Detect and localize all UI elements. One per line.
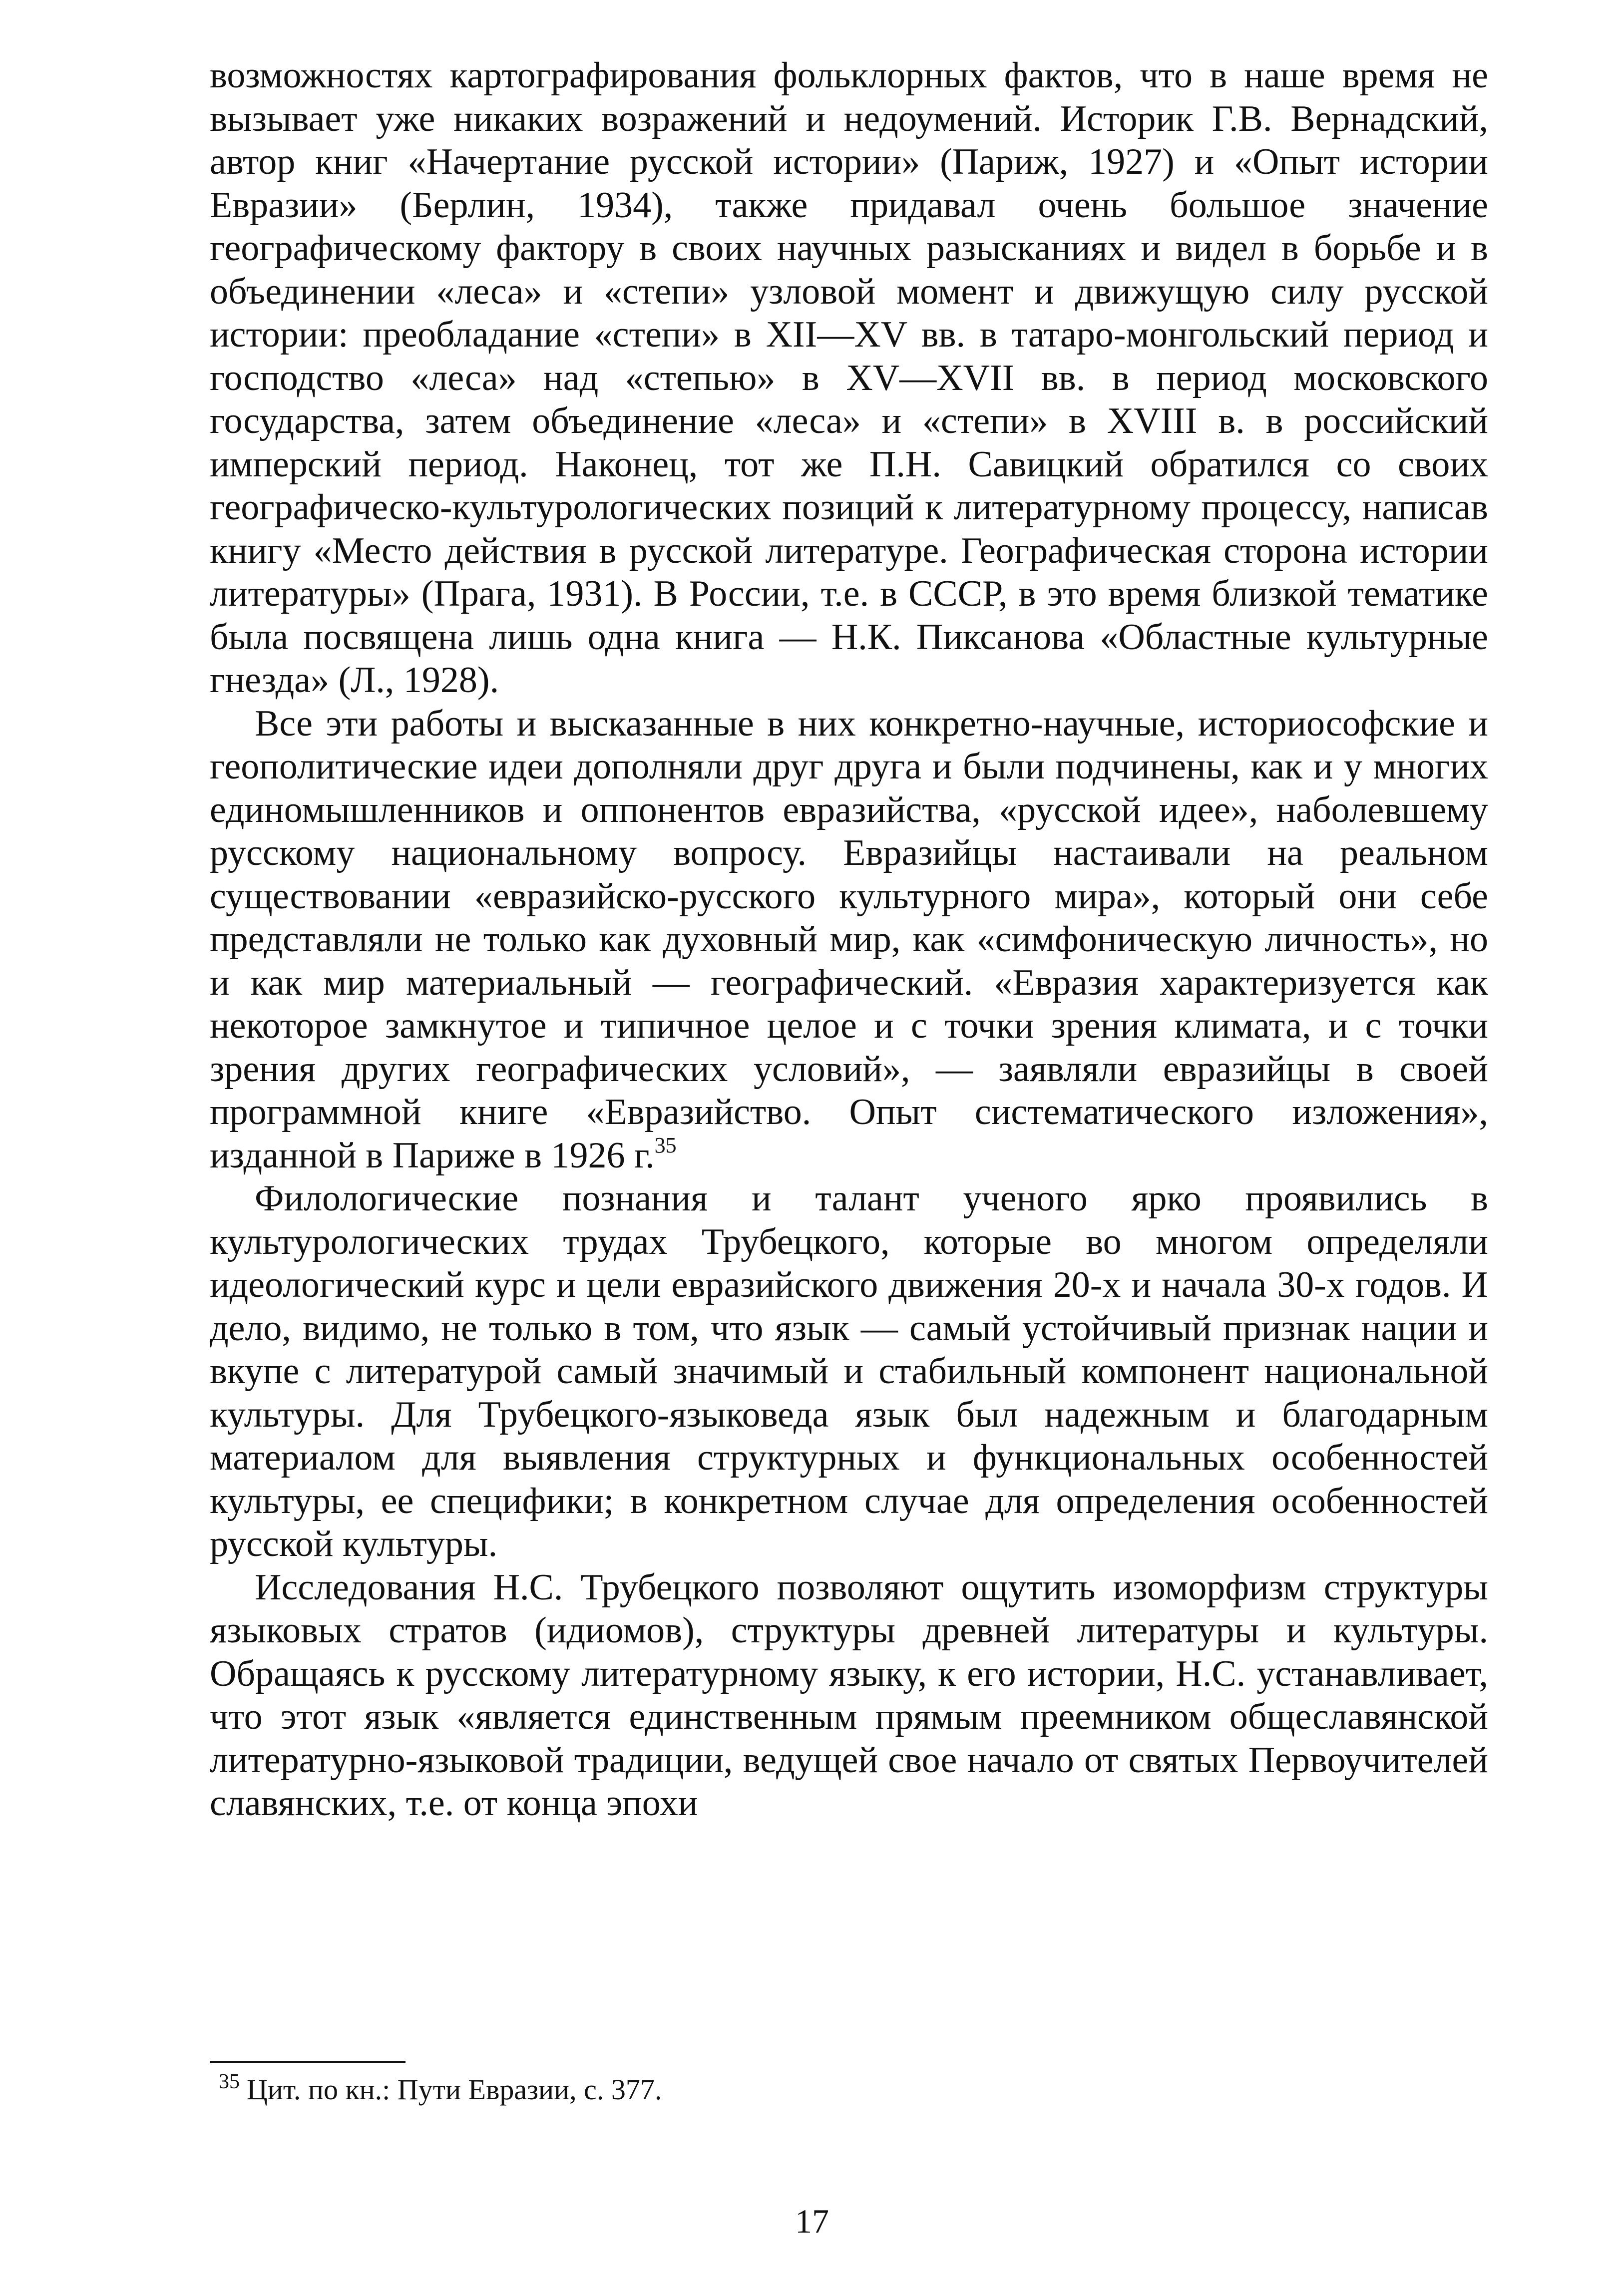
paragraph-1: возможностях картографирования фольклорных фактов, что в наше время не вызывает уже никаких возражений и недоумений. Историк Г.В. Вернадский, автор книг «Начертание русской истории» (Париж, 1927) и «Опыт истории Евразии» (Берлин, 1934), также придавал очень большое значение географическому фактору в своих научных разысканиях и видел в борьбе и в объединении «леса» и «степи» узловой момент и движущую силу русской истории: преобладание «степи» в XII—XV вв. в татаро-монгольский период и господство «леса» над «степью» в XV—XVII вв. в период московского государства, затем объединение «леса» и «степи» в XVIII в. в российский имперский период. Наконец, тот же П.Н. Савицкий обратился со своих географическо-культурологических позиций к литературному процессу, написав книгу «Место действия в русской литературе. Географическая сторона истории литературы» (Прага, 1931). В России, т.е. в СССР, в это время близкой тематике была посвящена лишь одна книга — Н.К. Пиксанова «Областные культурные гнезда» (Л., 1928). [210, 55, 1488, 701]
footnote [219, 2072, 662, 2107]
paragraph-3: Филологические познания и талант ученого ярко проявились в культурологических трудах Трубецкого, которые во многом определяли идеологический курс и цели евразийского движения 20-х и начала 30-х годов. И дело, видимо, не только в том, что язык — самый устойчивый признак нации и вкупе с литературой самый значимый и стабильный компонент национальной культуры. Для Трубецкого-языковеда язык был надежным и благодарным материалом для выявления структурных и функциональных особенностей культуры, ее специфики; в конкретном случае для определения особенностей русской культуры. [210, 1178, 1488, 1564]
footnote-number: 35 [219, 2070, 240, 2093]
footnote-reference[interactable]: 35 [654, 1133, 677, 1157]
footnote-divider [210, 2061, 406, 2063]
paragraph-4: Исследования Н.С. Трубецкого позволяют ощутить изоморфизм структуры языковых стратов (идиомов), структуры древней литературы и культуры. Обращаясь к русскому литературному языку, к его истории, Н.С. устанавливает, что этот язык «является единственным прямым преемником общеславянской литературно-языковой традиции, ведущей свое начало от святых Первоучителей славянских, т.е. от конца эпохи [210, 1566, 1488, 1824]
page-number: 17 [795, 2202, 829, 2240]
paragraph-2-text: Все эти работы и высказанные в них конкретно-научные, историософские и геополитические идеи дополняли друг друга и были подчинены, как и у многих единомышленников и оппонентов евразийства, «русской идее», наболевшему русскому национальному вопросу. Евразийцы настаивали на реальном существовании «евразийско-русского культурного мира», который они себе представляли не только как духовный мир, как «симфоническую личность», но и как мир материальный — географический. «Евразия характеризуется как некоторое замкнутое и типичное целое и с точки зрения климата, и с точки зрения других географических условий», — заявляли евразийцы в своей программной книге «Евразийство. Опыт систематического изложения», изданной в Париже в 1926 г. [210, 703, 1488, 1176]
paragraph-2 [210, 702, 1488, 1177]
footnote-text: Цит. по кн.: Пути Евразии, с. 377. [247, 2073, 662, 2106]
body-text [210, 54, 1488, 1825]
